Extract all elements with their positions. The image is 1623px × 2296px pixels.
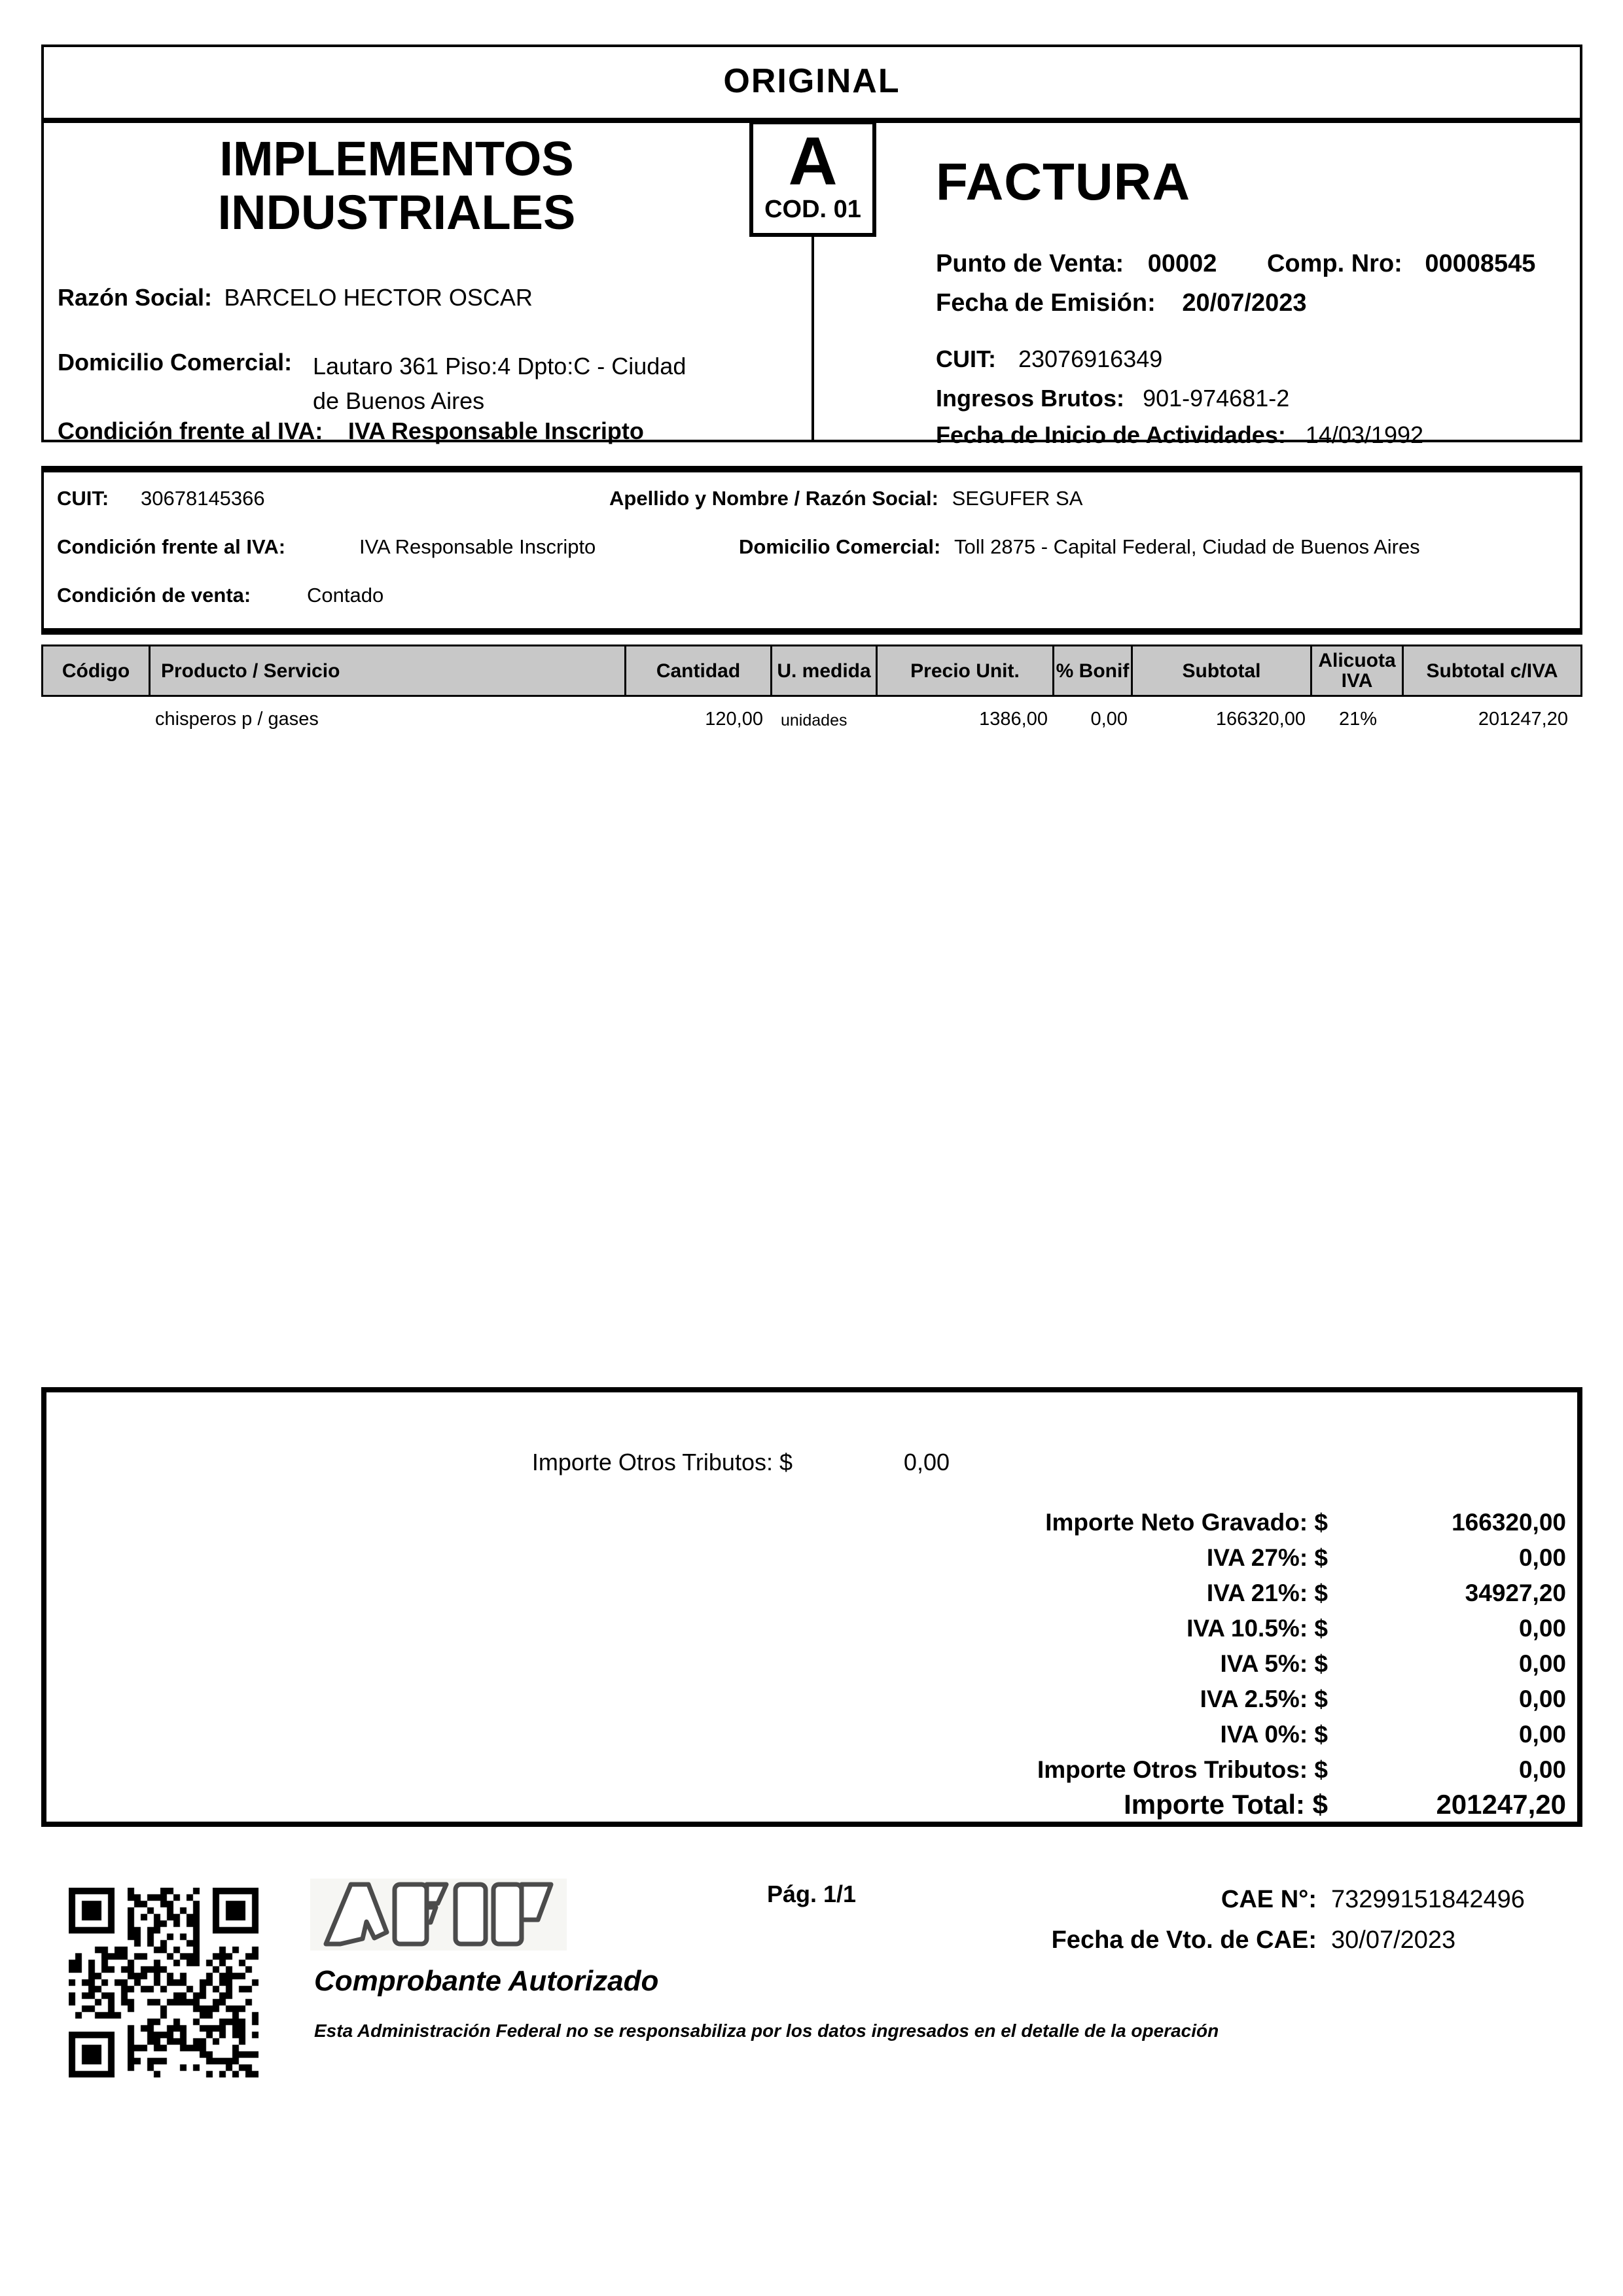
cae-vto-row [982, 1926, 1565, 1959]
page-number: Pág. 1/1 [766, 1881, 857, 1907]
inicio-actividades-value: 14/03/1992 [1305, 421, 1424, 448]
cell-bonif: 0,00 [1090, 709, 1128, 730]
cae-row [982, 1886, 1565, 1918]
total-value: 0,00 [1518, 1650, 1566, 1677]
inicio-actividades-label: Fecha de Inicio de Actividades: [936, 421, 1286, 448]
total-row-iva27 [46, 1544, 1577, 1580]
comp-nro-value: 00008545 [1425, 250, 1536, 277]
customer-name-label: Apellido y Nombre / Razón Social: [609, 487, 938, 510]
copy-type-label: ORIGINAL [723, 62, 901, 100]
col-header-alicuota: Alicuota IVA [1312, 646, 1404, 695]
total-row-neto [46, 1509, 1577, 1544]
col-header-subtotal-iva: Subtotal c/IVA [1426, 660, 1558, 682]
total-row-iva105 [46, 1615, 1577, 1650]
total-value: 0,00 [1518, 1721, 1566, 1748]
cell-alicuota: 21% [1338, 709, 1378, 730]
customer-domicilio-label: Domicilio Comercial: [739, 535, 941, 558]
qr-code [69, 1888, 259, 2077]
condicion-venta-value: Contado [307, 584, 384, 607]
invoice-title: FACTURA [936, 152, 1191, 211]
seller-razon-social-value: BARCELO HECTOR OSCAR [224, 284, 533, 311]
condicion-venta-label: Condición de venta: [57, 584, 251, 607]
cell-subtotal-iva: 201247,20 [1478, 709, 1568, 730]
seller-domicilio-label: Domicilio Comercial: [58, 349, 293, 376]
seller-iva-label: Condición frente al IVA: [58, 417, 323, 444]
customer-domicilio-value: Toll 2875 - Capital Federal, Ciudad de Buenos Aires [954, 535, 1420, 558]
total-row-otros [46, 1756, 1577, 1792]
afip-letter-f-stem [395, 1884, 427, 1944]
total-value: 0,00 [1518, 1686, 1566, 1712]
cae-label: CAE N°: [1221, 1886, 1317, 1913]
items-table [41, 645, 1582, 743]
customer-cuit-label-wrap [57, 487, 109, 510]
total-label: IVA 2.5%: $ [1200, 1686, 1328, 1712]
total-row-importe-total [46, 1789, 1577, 1824]
customer-name-value: SEGUFER SA [952, 487, 1083, 510]
ingresos-brutos-value: 901-974681-2 [1143, 385, 1290, 412]
fecha-emision-value: 20/07/2023 [1182, 289, 1307, 317]
col-header-producto: Producto / Servicio [151, 646, 626, 695]
disclaimer-text: Esta Administración Federal no se responsabiliza por los datos ingresados en el detalle de la operación [314, 2021, 1219, 2041]
cae-vto-value: 30/07/2023 [1331, 1926, 1456, 1954]
customer-cuit-value: 30678145366 [141, 487, 265, 510]
seller-cuit-value: 23076916349 [1018, 345, 1163, 372]
seller-cuit-label: CUIT: [936, 345, 996, 372]
total-label: IVA 10.5%: $ [1186, 1615, 1328, 1642]
col-header-subtotal: Subtotal [1133, 646, 1312, 695]
seller-name [44, 132, 749, 239]
customer-iva-label: Condición frente al IVA: [57, 535, 286, 558]
col-header-umedida: U. medida [772, 646, 878, 695]
inicio-actividades-row [936, 421, 1423, 449]
cell-cantidad: 120,00 [705, 709, 763, 730]
fecha-emision-row [936, 289, 1307, 317]
customer-section [41, 466, 1582, 635]
afip-letter-i [455, 1884, 486, 1944]
seller-domicilio-value: Lautaro 361 Piso:4 Dpto:C - Ciudad de Buenos Aires [313, 353, 687, 414]
total-label: IVA 0%: $ [1220, 1721, 1328, 1748]
total-label: Importe Otros Tributos: $ [1037, 1756, 1328, 1783]
ingresos-brutos-row [936, 385, 1289, 412]
total-value: 201247,20 [1436, 1789, 1566, 1820]
total-label: IVA 5%: $ [1220, 1650, 1328, 1677]
cell-subtotal: 166320,00 [1215, 709, 1306, 730]
cell-producto: chisperos p / gases [155, 709, 319, 730]
customer-iva-value: IVA Responsable Inscripto [359, 535, 596, 558]
total-row-iva25 [46, 1686, 1577, 1721]
otros-tributos-line-value: 0,00 [903, 1449, 950, 1475]
customer-domicilio-row [739, 535, 1420, 559]
total-label: IVA 27%: $ [1206, 1544, 1328, 1571]
cell-precio: 1386,00 [979, 709, 1048, 730]
customer-name-row [609, 487, 1082, 510]
col-header-cantidad: Cantidad [626, 646, 772, 695]
total-value: 0,00 [1518, 1615, 1566, 1642]
cae-value: 73299151842496 [1331, 1886, 1525, 1913]
afip-letter-p-stem [493, 1884, 522, 1944]
seller-name-line2: INDUSTRIALES [217, 185, 576, 239]
col-header-precio: Precio Unit. [878, 646, 1054, 695]
invoice-type-code: COD. 01 [764, 196, 861, 223]
totals-section [41, 1387, 1582, 1827]
seller-razon-social-label: Razón Social: [58, 284, 213, 311]
punto-venta-row [936, 250, 1535, 278]
total-row-iva0 [46, 1721, 1577, 1756]
invoice-type-letter: A [788, 124, 838, 200]
table-row [41, 697, 1582, 743]
fecha-emision-label: Fecha de Emisión: [936, 289, 1156, 317]
total-label: Importe Total: $ [1124, 1789, 1328, 1820]
total-row-iva21 [46, 1580, 1577, 1615]
otros-tributos-line-label: Importe Otros Tributos: $ [531, 1449, 793, 1475]
seller-name-line1: IMPLEMENTOS [219, 132, 574, 186]
total-label: IVA 21%: $ [1206, 1580, 1328, 1606]
seller-iva-value: IVA Responsable Inscripto [348, 417, 644, 444]
invoice-type-box [749, 120, 876, 237]
afip-logo [301, 1875, 589, 1979]
comprobante-autorizado-text: Comprobante Autorizado [314, 1965, 659, 1997]
seller-cuit-row [936, 345, 1162, 373]
total-value: 0,00 [1518, 1544, 1566, 1571]
total-value: 166320,00 [1452, 1509, 1566, 1536]
col-header-codigo: Código [43, 646, 151, 695]
cae-vto-label: Fecha de Vto. de CAE: [1051, 1926, 1317, 1954]
col-header-bonif: % Bonif [1054, 646, 1133, 695]
copy-type-banner [41, 44, 1582, 120]
customer-cuit-label: CUIT: [57, 487, 109, 510]
seller-iva-row [58, 417, 644, 445]
total-value: 34927,20 [1465, 1580, 1566, 1606]
punto-venta-label: Punto de Venta: [936, 250, 1124, 277]
items-table-header [41, 645, 1582, 697]
punto-venta-value: 00002 [1147, 250, 1217, 277]
seller-razon-social-row [58, 284, 533, 311]
ingresos-brutos-label: Ingresos Brutos: [936, 385, 1125, 412]
comp-nro-label: Comp. Nro: [1266, 250, 1402, 277]
total-label: Importe Neto Gravado: $ [1045, 1509, 1328, 1536]
total-row-iva5 [46, 1650, 1577, 1686]
cell-umedida: unidades [781, 711, 847, 730]
total-value: 0,00 [1518, 1756, 1566, 1783]
